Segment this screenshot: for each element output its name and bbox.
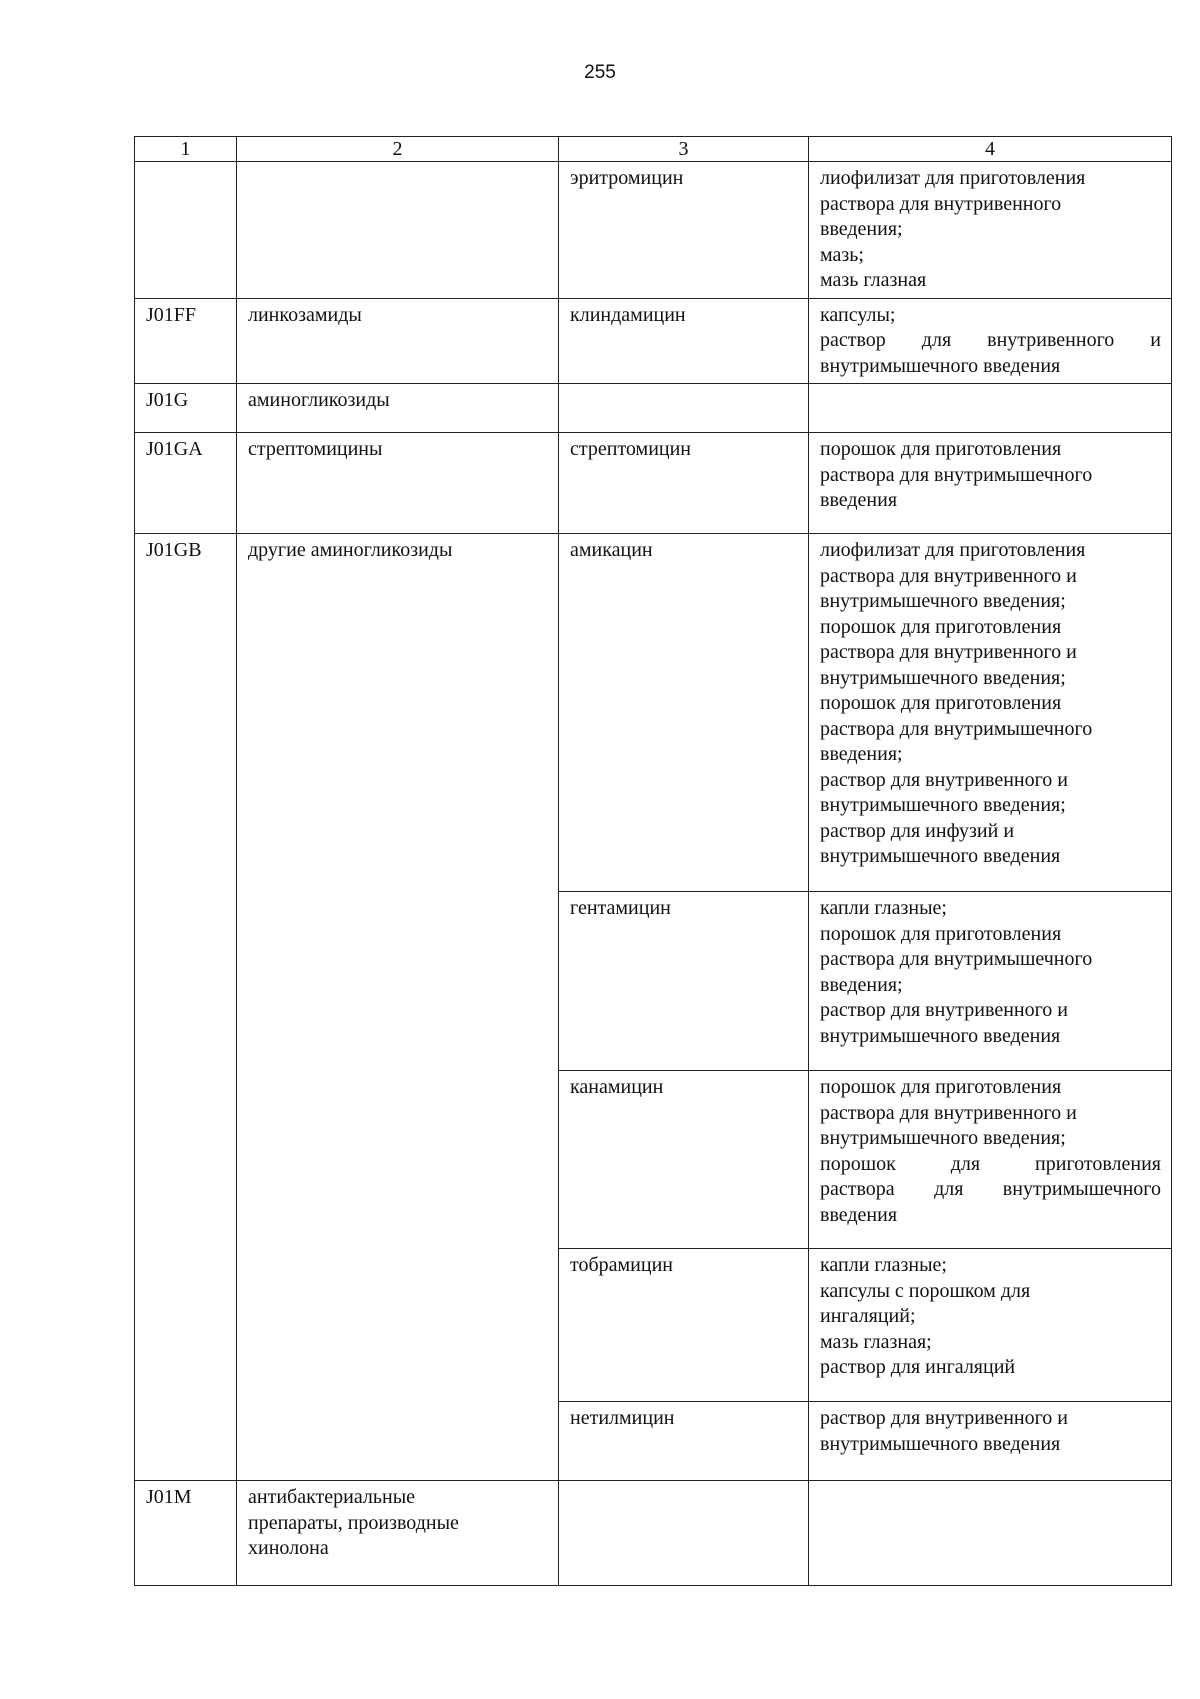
table-row	[135, 534, 1172, 892]
form-line: введения	[820, 1203, 898, 1226]
form-word: для	[934, 1178, 964, 1200]
drug-cell: гентамицин	[559, 892, 809, 1071]
group-cell	[237, 1481, 559, 1586]
form-line: внутримышечного введения	[820, 1432, 1061, 1455]
forms-cell	[809, 1249, 1172, 1402]
form-word: для	[950, 1152, 981, 1175]
form-line: раствора для внутримышечного	[820, 948, 1093, 970]
atc-code-cell: J01GB	[135, 534, 237, 1481]
group-cell: другие аминогликозиды	[237, 534, 559, 1481]
header-col-3: 3	[559, 137, 809, 162]
form-word: порошок	[820, 1152, 896, 1175]
table-row	[135, 433, 1172, 534]
forms-cell	[809, 892, 1172, 1071]
form-line: введения;	[820, 973, 903, 996]
forms-cell	[809, 298, 1172, 384]
drug-cell	[559, 1481, 809, 1586]
form-line: мазь глазная	[820, 269, 927, 291]
form-line: раствора для внутривенного	[820, 192, 1062, 215]
form-word: раствор	[820, 329, 886, 351]
form-line: порошок для приготовления	[820, 922, 1062, 945]
form-line: раствор для внутривенного и	[820, 768, 1069, 791]
drug-classification-table	[134, 136, 1172, 1586]
forms-cell	[809, 384, 1172, 433]
form-word: для	[921, 329, 952, 351]
forms-cell	[809, 534, 1172, 892]
form-word: раствора	[820, 1178, 895, 1200]
table-row	[135, 1481, 1172, 1586]
form-line: введения;	[820, 218, 903, 240]
form-line: мазь;	[820, 243, 864, 266]
form-line: порошок для приготовления	[820, 1076, 1062, 1098]
form-line: капсулы с порошком для	[820, 1279, 1031, 1302]
form-word: приготовления	[1035, 1152, 1161, 1175]
form-line: порошок для приготовления	[820, 615, 1062, 638]
group-cell: аминогликозиды	[237, 384, 559, 433]
table-row	[135, 298, 1172, 384]
form-line: раствор для ингаляций	[820, 1356, 1016, 1378]
form-line: внутримышечного введения;	[820, 794, 1066, 816]
form-line: мазь глазная;	[820, 1330, 932, 1353]
form-line: введения;	[820, 743, 903, 765]
form-line: внутримышечного введения;	[820, 666, 1066, 689]
form-line: раствора для внутривенного и	[820, 1101, 1077, 1124]
group-line: препараты, производные	[248, 1511, 459, 1534]
form-line: раствора для внутримышечного	[820, 463, 1093, 486]
table-row	[135, 384, 1172, 433]
forms-cell	[809, 1402, 1172, 1481]
page-number: 255	[584, 62, 616, 83]
forms-cell	[809, 1071, 1172, 1249]
drug-cell: амикацин	[559, 534, 809, 892]
form-line-justified	[820, 328, 1161, 354]
forms-cell	[809, 433, 1172, 534]
atc-code-cell	[135, 162, 237, 299]
drug-cell	[559, 384, 809, 433]
form-line-justified	[820, 1152, 1161, 1178]
drug-cell: эритромицин	[559, 162, 809, 299]
form-line: порошок для приготовления	[820, 438, 1062, 460]
form-line: капсулы;	[820, 303, 896, 326]
header-col-2: 2	[237, 137, 559, 162]
form-line: ингаляций;	[820, 1305, 916, 1327]
drug-cell: тобрамицин	[559, 1249, 809, 1402]
form-line: раствор для внутривенного и	[820, 999, 1069, 1021]
forms-cell	[809, 162, 1172, 299]
atc-code-cell: J01GA	[135, 433, 237, 534]
form-line: раствора для внутримышечного	[820, 717, 1093, 740]
form-word: внутривенного	[987, 329, 1115, 351]
header-col-1: 1	[135, 137, 237, 162]
form-line: внутримышечного введения	[820, 354, 1061, 377]
form-line: внутримышечного введения	[820, 1024, 1061, 1047]
form-line: раствор для внутривенного и	[820, 1407, 1069, 1429]
header-col-4: 4	[809, 137, 1172, 162]
atc-code-cell: J01G	[135, 384, 237, 433]
group-cell: стрептомицины	[237, 433, 559, 534]
group-line: антибактериальные	[248, 1486, 416, 1508]
form-line: введения	[820, 489, 898, 511]
form-word: внутримышечного	[1002, 1178, 1161, 1200]
form-line: капли глазные;	[820, 1254, 947, 1276]
form-word: и	[1150, 329, 1161, 351]
atc-code-cell: J01M	[135, 1481, 237, 1586]
form-line: раствора для внутривенного и	[820, 564, 1077, 587]
form-line: лиофилизат для приготовления	[820, 539, 1086, 561]
form-line: внутримышечного введения	[820, 845, 1061, 867]
table-row	[135, 162, 1172, 299]
form-line: лиофилизат для приготовления	[820, 167, 1086, 189]
group-cell	[237, 162, 559, 299]
form-line: внутримышечного введения;	[820, 1127, 1066, 1149]
form-line-justified	[820, 1177, 1161, 1203]
form-line: внутримышечного введения;	[820, 590, 1066, 612]
table-header-row	[135, 137, 1172, 162]
form-line: капли глазные;	[820, 897, 947, 919]
form-line: раствора для внутривенного и	[820, 641, 1077, 663]
atc-code-cell: J01FF	[135, 298, 237, 384]
group-cell: линкозамиды	[237, 298, 559, 384]
drug-cell: канамицин	[559, 1071, 809, 1249]
group-line: хинолона	[248, 1537, 329, 1559]
forms-cell	[809, 1481, 1172, 1586]
drug-cell: нетилмицин	[559, 1402, 809, 1481]
drug-cell: клиндамицин	[559, 298, 809, 384]
drug-cell: стрептомицин	[559, 433, 809, 534]
form-line: раствор для инфузий и	[820, 819, 1015, 842]
form-line: порошок для приготовления	[820, 692, 1062, 714]
